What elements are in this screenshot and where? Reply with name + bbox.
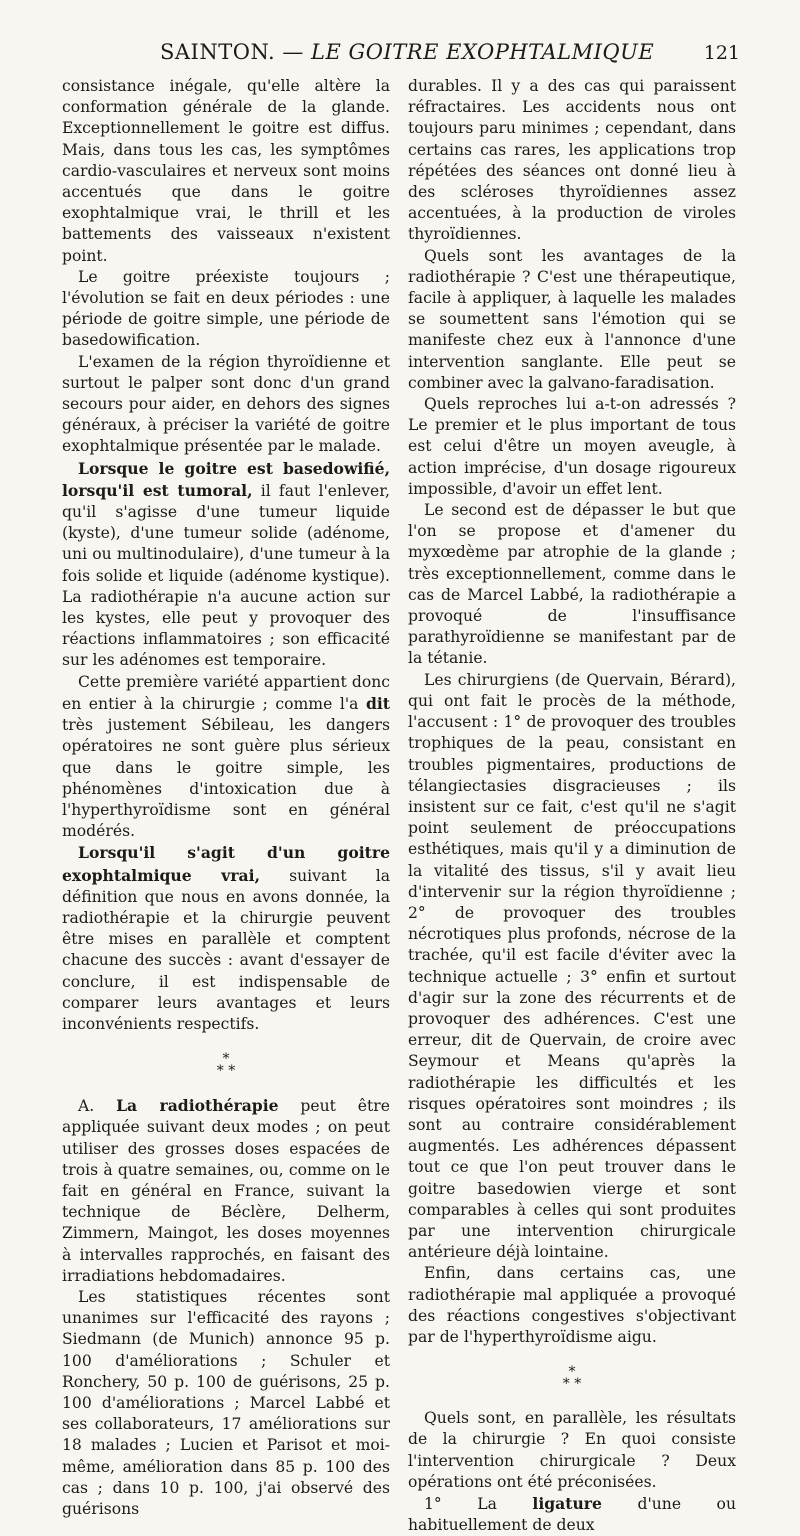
- paragraph: Quels sont les avantages de la radiothérapie ? C'est une thérapeutique, facile à appliquer, à laquelle les malades se soumettent sans l'émotion qui se manifeste chez eux à l'annonce d'une intervention sanglante. Elle peut se combiner avec la galvano-faradisation.: [408, 246, 736, 392]
- left-column: [62, 76, 390, 1520]
- paragraph-text: il faut l'enlever, qu'il s'agisse d'une tumeur liquide (kyste), d'une tumeur solide (adénome, uni ou multinodulaire), d'une tumeur à la fois solide et liquide (adénome kystique). La radiothérapie n'a aucune action sur les kystes, elle peut y provoquer des réactions inflammatoires ; son efficacité sur les adénomes est temporaire.: [62, 481, 390, 670]
- paragraph: durables. Il y a des cas qui paraissent réfractaires. Les accidents nous ont toujours paru minimes ; cependant, dans certains cas rares, les applications trop répétées des séances ont donné lieu à des scléroses thyroïdiennes assez accentuées, à la production de viroles thyroïdiennes.: [408, 77, 736, 244]
- running-header: [60, 40, 740, 70]
- section-separator: [408, 1364, 736, 1393]
- bold-word: ligature: [532, 1494, 602, 1513]
- paragraph-text: peut être appliquée suivant deux modes ; on peut utiliser des grosses doses espacées de trois à quatre semaines, ou, comme on le fait en général en France, suivant la technique de Béclère, Delherm, Zimmern, Maingot, les doses moyennes à intervalles rapprochés, en faisant des irradiations hebdomadaires.: [62, 1097, 390, 1285]
- paragraph: consistance inégale, qu'elle altère la conformation générale de la glande. Exceptionnellement le goitre est diffus. Mais, dans tous les cas, les symptômes cardio-vasculaires et nerveux sont moins accentués que dans le goitre exophtalmique vrai, le thrill et les battements des vaisseaux n'existent point.: [62, 77, 390, 265]
- paragraph: Quels sont, en parallèle, les résultats de la chirurgie ? En quoi consiste l'intervention chirurgicale ? Deux opérations ont été préconisées.: [408, 1409, 736, 1491]
- author-name: SAINTON.: [160, 40, 276, 64]
- bold-lead: Lorsqu'il s'agit d'un goitre exophtalmique vrai,: [62, 843, 390, 885]
- paragraph-text: 1° La: [424, 1495, 533, 1513]
- title-dash: —: [282, 40, 304, 64]
- paragraph: Le second est de dépasser le but que l'on se propose et d'amener du myxœdème par atrophie de la glande ; très exceptionnellement, comme dans le cas de Marcel Labbé, la radiothérapie a provoqué de l'insuffisance parathyroïdienne se manifestant par de la tétanie.: [408, 501, 736, 668]
- paragraph: Enfin, dans certains cas, une radiothérapie mal appliquée a provoqué des réactions congestives s'objectivant par de l'hyperthyroïdisme aigu.: [408, 1264, 736, 1346]
- paragraph: Quels reproches lui a-t-on adressés ? Le premier et le plus important de tous est celui d'être un moyen aveugle, à action imprécise, d'un dosage rigoureux impossible, d'avoir un effet lent.: [408, 395, 736, 498]
- paragraph: Les statistiques récentes sont unanimes sur l'efficacité des rayons ; Siedmann (de Munich) annonce 95 p. 100 d'améliorations ; Schuler et Ronchery, 50 p. 100 de guérisons, 25 p. 100 d'améliorations ; Marcel Labbé et ses collaborateurs, 17 améliorations sur 18 malades ; Lucien et Parisot et moi-même, amélioration dans 85 p. 100 des cas ; dans 10 p. 100, j'ai observé des guérisons: [62, 1287, 390, 1518]
- running-title: [160, 40, 654, 64]
- paragraph: [62, 1095, 390, 1287]
- bold-lead: La radiothérapie: [116, 1096, 279, 1116]
- paragraph: [62, 842, 390, 1035]
- paragraph-text: suivant la définition que nous en avons donnée, la radiothérapie et la chirurgie peuvent être mises en parallèle et comptent chacune des succès : avant d'essayer de conclure, il est indispensable de comparer leurs avantages et leurs inconvénients respectifs.: [62, 866, 390, 1033]
- page-number: 121: [703, 42, 740, 64]
- book-title: LE GOITRE EXOPHTALMIQUE: [311, 40, 655, 64]
- section-separator: [62, 1051, 390, 1080]
- paragraph-text: très justement Sébileau, les dangers opératoires ne sont guère plus sérieux que dans le goitre simple, les phénomènes d'intoxication due à l'hyperthyroïdisme sont en général modérés.: [62, 716, 390, 841]
- paragraph: Les chirurgiens (de Quervain, Bérard), qui ont fait le procès de la méthode, l'accusent : 1° de provoquer des troubles trophiques de la peau, consistant en troubles pigmentaires, productions de télangiectasies disgracieuses ; ils insistent sur ce fait, c'est qu'il ne s'agit point seulement de préoccupations esthétiques, mais qu'il y a diminution de la vitalité des tissus, s'il y avait lieu d'intervenir sur la région thyroïdienne ; 2° de provoquer des troubles nécrotiques plus profonds, nécrose de la trachée, qu'il est facile d'éviter avec la technique actuelle ; 3° enfin et surtout d'agir sur la zone des récurrents et de provoquer des adhérences. C'est une erreur, dit de Quervain, de croire avec Seymour et Means qu'après la radiothérapie les difficultés et les risques opératoires sont moindres ; ils sont au contraire considérablement augmentés. Les adhérences dépassent tout ce que l'on peut trouver dans le goitre basedowien vierge et sont comparables à celles qui sont produites par une intervention chirurgicale antérieure déjà lointaine.: [408, 670, 736, 1262]
- paragraph: [408, 1493, 736, 1536]
- section-letter: A.: [78, 1097, 117, 1116]
- bold-word: dit: [365, 693, 390, 713]
- asterism-bottom: * *: [562, 1376, 582, 1393]
- asterism-top: *: [568, 1364, 576, 1381]
- asterism-bottom: * *: [216, 1063, 236, 1080]
- paragraph-text: Cette première variété appartient donc en entier à la chirurgie ; comme l'a: [62, 672, 390, 713]
- asterism-top: *: [222, 1051, 230, 1068]
- bold-lead: Lorsque le goitre est basedowifié, lorsqu'il est tumoral,: [62, 458, 390, 500]
- paragraph-text: d'une ou habituellement de deux: [408, 1495, 736, 1535]
- right-column: [408, 76, 736, 1536]
- paragraph: L'examen de la région thyroïdienne et surtout le palper sont donc d'un grand secours pour aider, en dehors des signes généraux, à préciser la variété de goitre exophtalmique présentée par le malade.: [62, 352, 390, 456]
- paragraph: [62, 458, 390, 672]
- paragraph: [62, 672, 390, 843]
- paragraph: Le goitre préexiste toujours ; l'évolution se fait en deux périodes : une période de goitre simple, une période de basedowification.: [62, 267, 390, 350]
